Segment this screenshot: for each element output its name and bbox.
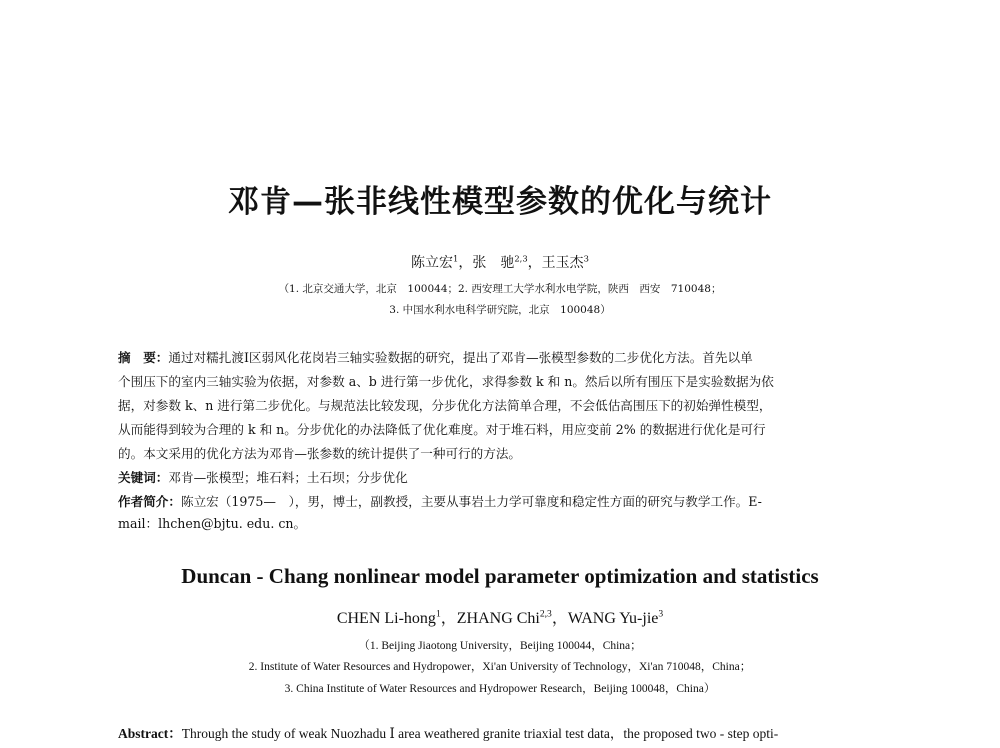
abstract-cn-line: 从而能得到较为合理的 k 和 n。分步优化的办法降低了优化难度。对于堆石料，用应变前 2% 的数据进行优化是可行: [118, 422, 766, 437]
author-bio-cn-text: 陈立宏（1975— ），男，博士，副教授，主要从事岩土力学可靠度和稳定性方面的研究与教学工作。E-: [180, 494, 762, 509]
abstract-en-text: Through the study of weak Nuozhadu Ⅰ area weathered granite triaxial test data，the proposed two - step opti-: [181, 726, 779, 741]
author-bio-cn: [118, 494, 890, 510]
authors-en: [0, 605, 1000, 628]
keywords-cn-text: 邓肯—张模型；堆石料；土石坝；分步优化: [168, 470, 408, 485]
authors-cn: [0, 252, 1000, 272]
abstract-cn-line: 的。本文采用的优化方法为邓肯—张参数的统计提供了一种可行的方法。: [118, 446, 521, 461]
affiliation-cn-line: 3. 中国水利水电科学研究院，北京 100048）: [389, 304, 611, 316]
author-name: ZHANG Chi: [456, 610, 540, 627]
author-bio-cn-email: mail：lhchen@bjtu. edu. cn。: [118, 516, 307, 531]
abstract-en: [118, 722, 908, 742]
author-name: CHEN Li-hong: [336, 610, 436, 627]
author-name: WANG Yu-jie: [567, 610, 659, 627]
affiliation-en-line: 3. China Institute of Water Resources and Hydropower Research，Beijing 100048，China）: [284, 683, 716, 695]
author-separator: ，: [551, 610, 568, 627]
author-affiliation-mark: 2,3: [514, 253, 528, 264]
author-name: 陈立宏: [410, 255, 453, 271]
keywords-cn: [118, 470, 890, 486]
abstract-cn-line: 据，对参数 k、n 进行第二步优化。与规范法比较发现，分步优化方法简单合理，不会低估高围压下的初始弹性模型，: [118, 398, 772, 413]
affiliation-cn-line: （1. 北京交通大学，北京 100044；2. 西安理工大学水利水电学院，陕西 西安 710048；: [278, 283, 722, 295]
author-affiliation-mark: 2,3: [539, 608, 552, 620]
author-affiliation-mark: 1: [435, 608, 441, 620]
keywords-cn-label: 关键词：: [118, 470, 169, 485]
author-separator: ，: [440, 610, 457, 627]
abstract-cn-label: 摘 要：: [118, 350, 169, 365]
author-separator: ，: [527, 255, 542, 271]
author-name: 张 驰: [472, 255, 515, 271]
affiliation-en-line: （1. Beijing Jiaotong University，Beijing 100044，China；: [358, 640, 642, 652]
abstract-cn-text: 通过对糯扎渡Ⅰ区弱风化花岗岩三轴实验数据的研究，提出了邓肯—张模型参数的二步优化方法。首先以单: [168, 350, 753, 365]
author-bio-cn-label: 作者简介：: [118, 494, 181, 509]
affiliation-en-line: 2. Institute of Water Resources and Hydropower，Xi'an University of Technology，Xi'an 710048，China；: [248, 661, 752, 673]
author-name: 王玉杰: [541, 255, 584, 271]
paper-title-en: Duncan - Chang nonlinear model parameter optimization and statistics: [181, 564, 819, 588]
abstract-en-label: Abstract：: [118, 726, 182, 741]
abstract-cn-line: 个围压下的室内三轴实验为依据，对参数 a、b 进行第一步优化，求得参数 k 和 n。然后以所有围压下是实验数据为依: [118, 374, 774, 389]
author-affiliation-mark: 3: [658, 608, 664, 620]
author-affiliation-mark: 3: [583, 253, 589, 264]
abstract-cn-line: [118, 350, 890, 366]
author-affiliation-mark: 1: [452, 253, 459, 264]
paper-title-cn: 邓肯—张非线性模型参数的优化与统计: [228, 184, 772, 220]
author-separator: ，: [458, 255, 473, 271]
